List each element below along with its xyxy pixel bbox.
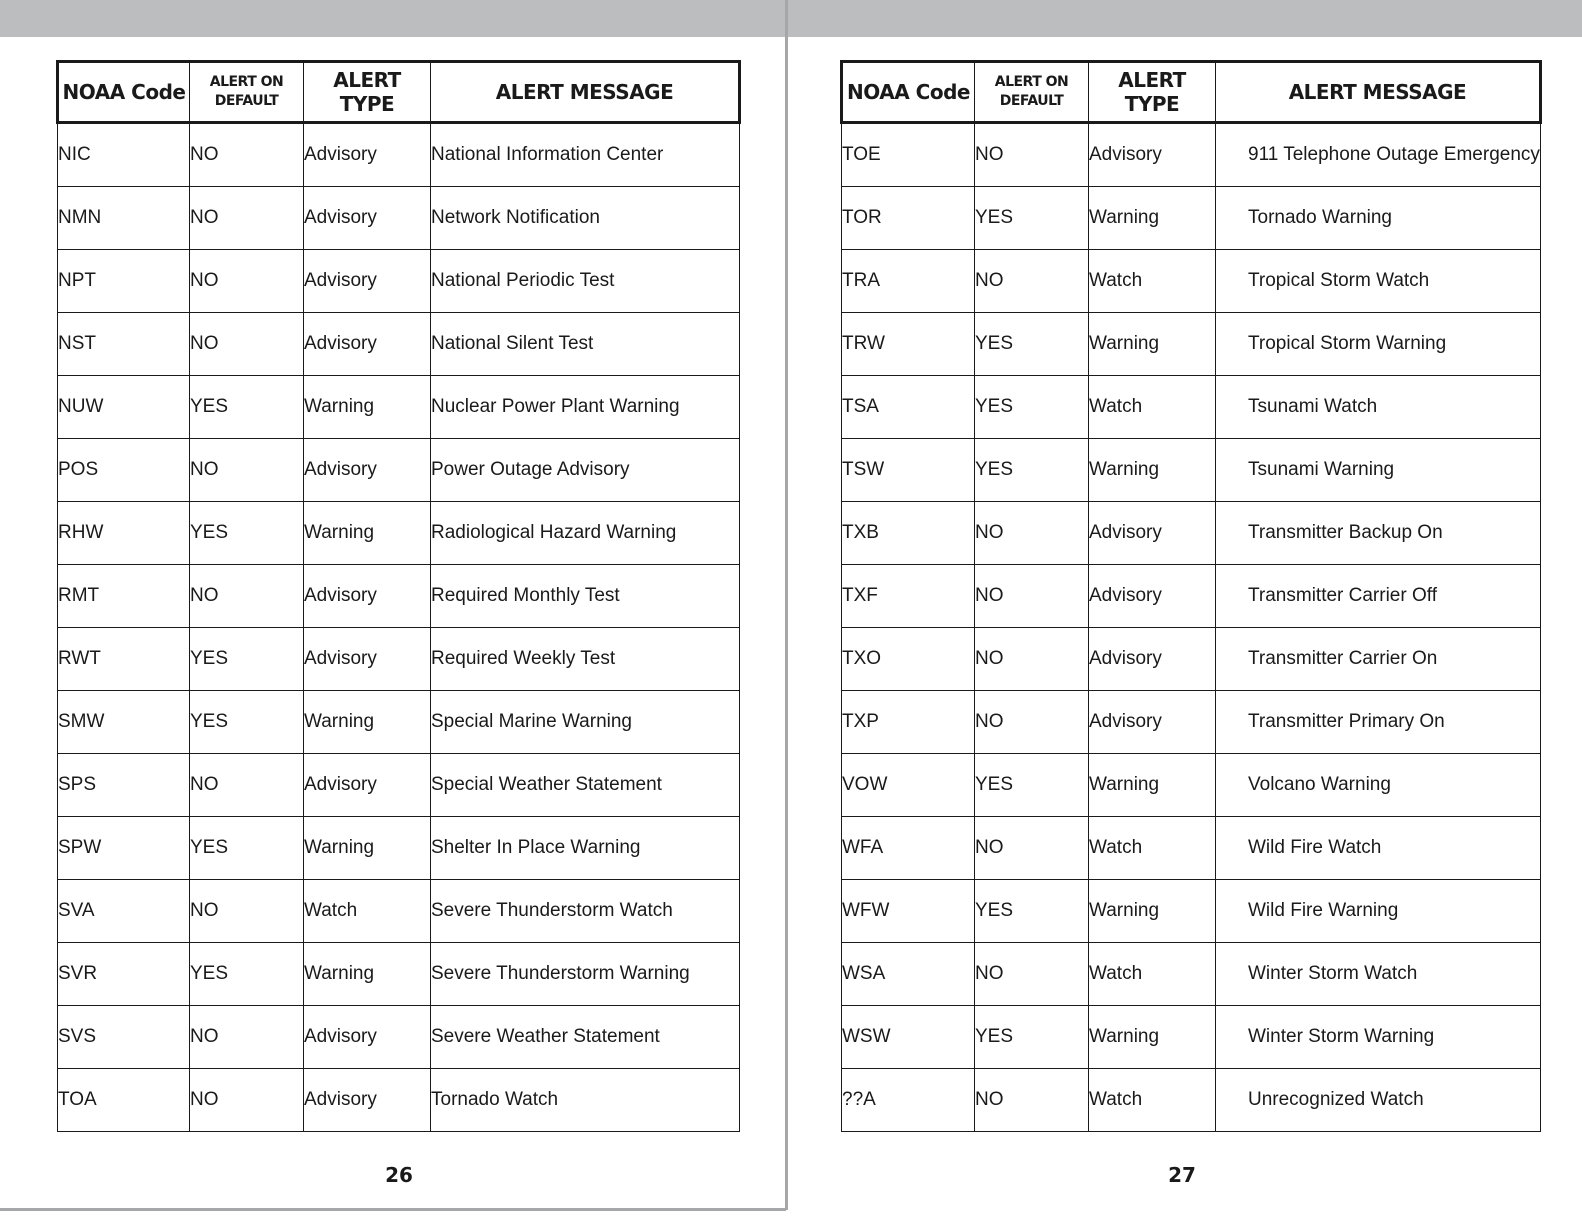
- cell-alert-message: Transmitter Primary On: [1216, 691, 1541, 754]
- cell-noaa-code: TXP: [842, 691, 975, 754]
- cell-noaa-code: TOR: [842, 187, 975, 250]
- cell-alert-on-default: YES: [190, 817, 304, 880]
- cell-noaa-code: RMT: [58, 565, 190, 628]
- cell-alert-type: Advisory: [304, 313, 431, 376]
- cell-alert-message: Severe Thunderstorm Warning: [431, 943, 740, 1006]
- cell-alert-message: Required Monthly Test: [431, 565, 740, 628]
- table-row: [842, 1006, 1541, 1069]
- cell-alert-on-default: YES: [975, 376, 1089, 439]
- cell-alert-message: Severe Thunderstorm Watch: [431, 880, 740, 943]
- cell-alert-type: Watch: [304, 880, 431, 943]
- cell-alert-message: Tropical Storm Watch: [1216, 250, 1541, 313]
- cell-alert-on-default: NO: [190, 313, 304, 376]
- cell-alert-type: Watch: [1089, 1069, 1216, 1132]
- table-row: [842, 313, 1541, 376]
- cell-alert-type: Warning: [1089, 439, 1216, 502]
- cell-alert-on-default: NO: [975, 565, 1089, 628]
- table-row: [842, 502, 1541, 565]
- table-row: [842, 880, 1541, 943]
- cell-noaa-code: NIC: [58, 123, 190, 187]
- table-row: [842, 376, 1541, 439]
- cell-alert-on-default: NO: [190, 123, 304, 187]
- table-row: [842, 565, 1541, 628]
- cell-alert-on-default: NO: [190, 565, 304, 628]
- cell-alert-message: Transmitter Backup On: [1216, 502, 1541, 565]
- table-row: [842, 691, 1541, 754]
- cell-alert-message: Unrecognized Watch: [1216, 1069, 1541, 1132]
- table-row: [58, 1069, 740, 1132]
- table-row: [58, 502, 740, 565]
- cell-noaa-code: SVS: [58, 1006, 190, 1069]
- table-row: [842, 754, 1541, 817]
- cell-noaa-code: TOE: [842, 123, 975, 187]
- cell-alert-on-default: NO: [975, 123, 1089, 187]
- cell-alert-on-default: YES: [975, 1006, 1089, 1069]
- cell-alert-type: Advisory: [1089, 628, 1216, 691]
- cell-alert-type: Advisory: [304, 439, 431, 502]
- cell-alert-type: Warning: [304, 817, 431, 880]
- cell-noaa-code: SVA: [58, 880, 190, 943]
- cell-alert-on-default: NO: [975, 502, 1089, 565]
- table-row: [58, 1006, 740, 1069]
- cell-noaa-code: TXO: [842, 628, 975, 691]
- cell-noaa-code: TSA: [842, 376, 975, 439]
- cell-noaa-code: NPT: [58, 250, 190, 313]
- header-default-line2: DEFAULT: [999, 93, 1064, 109]
- cell-alert-message: Severe Weather Statement: [431, 1006, 740, 1069]
- cell-noaa-code: TRW: [842, 313, 975, 376]
- cell-alert-message: Nuclear Power Plant Warning: [431, 376, 740, 439]
- alert-table-right: [840, 60, 1542, 1132]
- cell-noaa-code: NST: [58, 313, 190, 376]
- alert-table-right-body: [842, 123, 1541, 1132]
- table-row: [58, 376, 740, 439]
- cell-alert-message: Wild Fire Warning: [1216, 880, 1541, 943]
- cell-alert-message: Shelter In Place Warning: [431, 817, 740, 880]
- cell-alert-message: Special Marine Warning: [431, 691, 740, 754]
- cell-alert-type: Watch: [1089, 817, 1216, 880]
- cell-noaa-code: NUW: [58, 376, 190, 439]
- header-noaa-code: NOAA Code: [842, 62, 975, 123]
- header-alert-on-default: [190, 62, 304, 123]
- alert-table-left-body: [58, 123, 740, 1132]
- cell-alert-on-default: NO: [190, 250, 304, 313]
- cell-alert-type: Warning: [304, 691, 431, 754]
- cell-alert-message: National Silent Test: [431, 313, 740, 376]
- cell-noaa-code: SMW: [58, 691, 190, 754]
- cell-alert-on-default: NO: [190, 880, 304, 943]
- table-header-row: [58, 62, 740, 123]
- cell-alert-on-default: NO: [975, 817, 1089, 880]
- table-row: [58, 691, 740, 754]
- table-row: [58, 187, 740, 250]
- table-row: [58, 250, 740, 313]
- cell-alert-message: Volcano Warning: [1216, 754, 1541, 817]
- cell-alert-message: National Information Center: [431, 123, 740, 187]
- cell-alert-message: Power Outage Advisory: [431, 439, 740, 502]
- cell-noaa-code: WFW: [842, 880, 975, 943]
- cell-alert-on-default: YES: [190, 628, 304, 691]
- cell-alert-type: Watch: [1089, 250, 1216, 313]
- cell-noaa-code: SPW: [58, 817, 190, 880]
- cell-noaa-code: SVR: [58, 943, 190, 1006]
- cell-noaa-code: RHW: [58, 502, 190, 565]
- cell-alert-message: Tornado Watch: [431, 1069, 740, 1132]
- cell-alert-type: Advisory: [304, 187, 431, 250]
- cell-alert-type: Advisory: [304, 628, 431, 691]
- cell-alert-message: Transmitter Carrier On: [1216, 628, 1541, 691]
- table-row: [842, 943, 1541, 1006]
- table-row: [58, 313, 740, 376]
- cell-alert-on-default: YES: [190, 502, 304, 565]
- header-alert-type: ALERT TYPE: [1089, 62, 1216, 123]
- cell-alert-type: Advisory: [304, 754, 431, 817]
- cell-alert-type: Watch: [1089, 376, 1216, 439]
- cell-alert-type: Warning: [1089, 880, 1216, 943]
- cell-alert-type: Advisory: [304, 1069, 431, 1132]
- table-row: [58, 943, 740, 1006]
- header-alert-message: ALERT MESSAGE: [1216, 62, 1541, 123]
- table-row: [58, 880, 740, 943]
- page-26: [0, 0, 786, 1210]
- table-row: [842, 250, 1541, 313]
- cell-noaa-code: SPS: [58, 754, 190, 817]
- cell-alert-type: Advisory: [304, 250, 431, 313]
- header-default-line2: DEFAULT: [214, 93, 279, 109]
- cell-noaa-code: POS: [58, 439, 190, 502]
- cell-alert-on-default: YES: [190, 691, 304, 754]
- cell-alert-on-default: NO: [975, 943, 1089, 1006]
- cell-alert-type: Warning: [1089, 754, 1216, 817]
- cell-alert-message: 911 Telephone Outage Emergency: [1216, 123, 1541, 187]
- cell-alert-on-default: NO: [975, 1069, 1089, 1132]
- cell-alert-on-default: NO: [190, 1069, 304, 1132]
- page-27: [788, 0, 1574, 1210]
- header-default-line1: ALERT ON: [209, 74, 284, 90]
- alert-table-left: [56, 60, 741, 1132]
- page-number: 27: [1168, 1163, 1196, 1187]
- cell-alert-on-default: YES: [975, 880, 1089, 943]
- cell-alert-message: Special Weather Statement: [431, 754, 740, 817]
- cell-alert-message: Wild Fire Watch: [1216, 817, 1541, 880]
- table-row: [842, 1069, 1541, 1132]
- cell-alert-on-default: YES: [190, 376, 304, 439]
- header-alert-on-default: [975, 62, 1089, 123]
- header-default-line1: ALERT ON: [994, 74, 1069, 90]
- cell-alert-type: Advisory: [1089, 502, 1216, 565]
- table-row: [58, 123, 740, 187]
- cell-alert-message: Tsunami Warning: [1216, 439, 1541, 502]
- cell-alert-type: Warning: [1089, 187, 1216, 250]
- cell-noaa-code: WSW: [842, 1006, 975, 1069]
- cell-alert-on-default: NO: [190, 439, 304, 502]
- cell-noaa-code: TXB: [842, 502, 975, 565]
- cell-alert-on-default: NO: [190, 754, 304, 817]
- cell-noaa-code: TRA: [842, 250, 975, 313]
- cell-alert-type: Warning: [1089, 1006, 1216, 1069]
- header-noaa-code: NOAA Code: [58, 62, 190, 123]
- cell-alert-type: Warning: [304, 502, 431, 565]
- cell-noaa-code: WSA: [842, 943, 975, 1006]
- cell-alert-on-default: NO: [975, 250, 1089, 313]
- table-row: [58, 754, 740, 817]
- table-row: [842, 817, 1541, 880]
- cell-alert-message: Network Notification: [431, 187, 740, 250]
- table-row: [842, 439, 1541, 502]
- cell-noaa-code: TSW: [842, 439, 975, 502]
- cell-noaa-code: TXF: [842, 565, 975, 628]
- cell-alert-type: Warning: [304, 376, 431, 439]
- cell-alert-on-default: YES: [975, 439, 1089, 502]
- cell-noaa-code: WFA: [842, 817, 975, 880]
- cell-noaa-code: RWT: [58, 628, 190, 691]
- cell-noaa-code: ??A: [842, 1069, 975, 1132]
- cell-alert-on-default: YES: [190, 943, 304, 1006]
- header-alert-message: ALERT MESSAGE: [431, 62, 740, 123]
- cell-alert-on-default: NO: [190, 187, 304, 250]
- cell-alert-message: Radiological Hazard Warning: [431, 502, 740, 565]
- cell-alert-type: Advisory: [304, 123, 431, 187]
- cell-noaa-code: TOA: [58, 1069, 190, 1132]
- cell-alert-message: Required Weekly Test: [431, 628, 740, 691]
- table-row: [842, 187, 1541, 250]
- cell-alert-message: Transmitter Carrier Off: [1216, 565, 1541, 628]
- cell-alert-on-default: NO: [975, 691, 1089, 754]
- cell-alert-type: Warning: [1089, 313, 1216, 376]
- cell-alert-type: Advisory: [1089, 691, 1216, 754]
- cell-alert-message: Winter Storm Warning: [1216, 1006, 1541, 1069]
- cell-alert-message: National Periodic Test: [431, 250, 740, 313]
- cell-alert-type: Advisory: [1089, 123, 1216, 187]
- cell-alert-message: Tropical Storm Warning: [1216, 313, 1541, 376]
- cell-alert-message: Tornado Warning: [1216, 187, 1541, 250]
- cell-alert-on-default: YES: [975, 754, 1089, 817]
- cell-noaa-code: VOW: [842, 754, 975, 817]
- cell-alert-message: Tsunami Watch: [1216, 376, 1541, 439]
- table-row: [842, 628, 1541, 691]
- table-row: [842, 123, 1541, 187]
- page-number: 26: [385, 1163, 413, 1187]
- table-row: [58, 628, 740, 691]
- cell-alert-type: Advisory: [1089, 565, 1216, 628]
- cell-alert-type: Advisory: [304, 565, 431, 628]
- cell-alert-on-default: NO: [190, 1006, 304, 1069]
- cell-alert-on-default: NO: [975, 628, 1089, 691]
- cell-alert-type: Advisory: [304, 1006, 431, 1069]
- table-row: [58, 565, 740, 628]
- cell-alert-type: Warning: [304, 943, 431, 1006]
- cell-alert-type: Watch: [1089, 943, 1216, 1006]
- cell-alert-on-default: YES: [975, 187, 1089, 250]
- cell-alert-message: Winter Storm Watch: [1216, 943, 1541, 1006]
- table-row: [58, 817, 740, 880]
- table-header-row: [842, 62, 1541, 123]
- table-row: [58, 439, 740, 502]
- cell-noaa-code: NMN: [58, 187, 190, 250]
- header-alert-type: ALERT TYPE: [304, 62, 431, 123]
- cell-alert-on-default: YES: [975, 313, 1089, 376]
